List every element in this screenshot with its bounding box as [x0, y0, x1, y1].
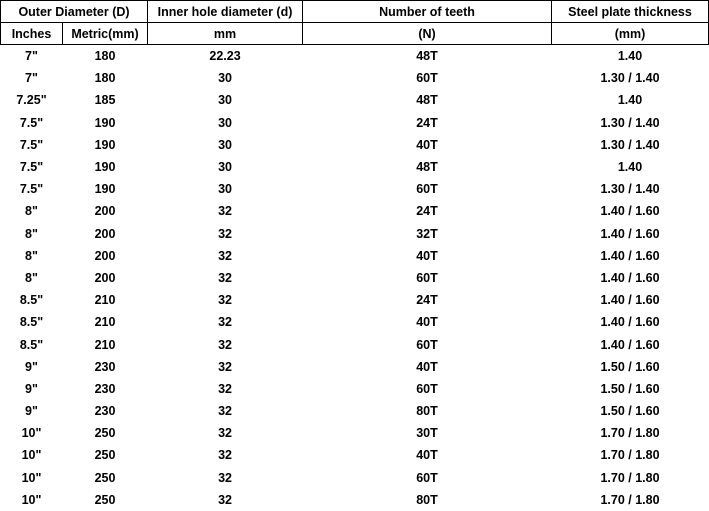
cell-metric: 190 — [94, 182, 116, 197]
cell-inner-hole: 32 — [218, 226, 232, 241]
cell-inches: 8" — [25, 204, 38, 219]
header-teeth-unit: (N) — [303, 23, 552, 45]
table-row — [1, 156, 709, 178]
cell-teeth: 60T — [416, 337, 438, 352]
header-teeth: Number of teeth — [303, 1, 552, 23]
cell-inner-hole: 30 — [218, 160, 232, 175]
table-row — [1, 311, 709, 333]
cell-steel-thickness: 1.40 — [617, 93, 643, 108]
table-row — [1, 223, 709, 245]
cell-inner-hole: 30 — [218, 182, 232, 197]
cell-inches: 7.5" — [19, 137, 44, 152]
cell-inner-hole: 32 — [218, 448, 232, 463]
cell-teeth: 40T — [416, 248, 438, 263]
cell-metric: 250 — [94, 492, 116, 507]
cell-inches: 9" — [25, 404, 38, 419]
cell-teeth: 48T — [416, 160, 438, 175]
cell-teeth: 48T — [416, 93, 438, 108]
table-row — [1, 267, 709, 289]
cell-inches: 10" — [21, 470, 42, 485]
cell-inner-hole: 32 — [218, 404, 232, 419]
cell-teeth: 60T — [416, 71, 438, 86]
cell-inner-hole: 32 — [218, 248, 232, 263]
cell-steel-thickness: 1.30 / 1.40 — [600, 137, 660, 152]
cell-steel-thickness: 1.70 / 1.80 — [600, 448, 660, 463]
cell-inches: 7.5" — [19, 182, 44, 197]
header-outer-diameter: Outer Diameter (D) — [1, 1, 148, 23]
cell-inner-hole: 30 — [218, 93, 232, 108]
cell-inner-hole: 32 — [218, 492, 232, 507]
cell-inner-hole: 32 — [218, 270, 232, 285]
cell-inner-hole: 32 — [218, 204, 232, 219]
cell-metric: 210 — [94, 315, 116, 330]
table-row — [1, 356, 709, 378]
table-row — [1, 134, 709, 156]
cell-metric: 250 — [94, 426, 116, 441]
cell-metric: 230 — [94, 381, 116, 396]
cell-inner-hole: 32 — [218, 359, 232, 374]
header-row-2 — [1, 23, 709, 45]
cell-steel-thickness: 1.40 — [617, 160, 643, 175]
table-row — [1, 444, 709, 466]
table-row — [1, 178, 709, 200]
cell-metric: 200 — [94, 248, 116, 263]
cell-metric: 185 — [94, 93, 116, 108]
table-row — [1, 245, 709, 267]
cell-teeth: 32T — [416, 226, 438, 241]
cell-inner-hole: 32 — [218, 470, 232, 485]
cell-metric: 250 — [94, 470, 116, 485]
cell-teeth: 60T — [416, 270, 438, 285]
cell-inches: 7.5" — [19, 115, 44, 130]
cell-metric: 190 — [94, 160, 116, 175]
cell-steel-thickness: 1.40 / 1.60 — [600, 204, 660, 219]
cell-inches: 8" — [25, 248, 38, 263]
table-row — [1, 333, 709, 355]
cell-teeth: 24T — [416, 293, 438, 308]
header-inner-hole: Inner hole diameter (d) — [148, 1, 303, 23]
cell-metric: 190 — [94, 137, 116, 152]
header-metric: Metric(mm) — [63, 23, 148, 45]
cell-metric: 180 — [94, 49, 116, 64]
table-row — [1, 112, 709, 134]
header-steel-unit: (mm) — [552, 23, 709, 45]
cell-metric: 230 — [94, 359, 116, 374]
cell-steel-thickness: 1.40 / 1.60 — [600, 248, 660, 263]
cell-inches: 8" — [25, 270, 38, 285]
table-row — [1, 45, 709, 68]
cell-steel-thickness: 1.70 / 1.80 — [600, 426, 660, 441]
cell-teeth: 40T — [416, 315, 438, 330]
cell-teeth: 40T — [416, 137, 438, 152]
cell-inner-hole: 32 — [218, 315, 232, 330]
cell-steel-thickness: 1.40 / 1.60 — [600, 315, 660, 330]
cell-metric: 200 — [94, 270, 116, 285]
table-row — [1, 467, 709, 489]
table-row — [1, 67, 709, 89]
cell-inches: 10" — [21, 492, 42, 507]
cell-inches: 8.5" — [19, 315, 44, 330]
cell-teeth: 40T — [416, 448, 438, 463]
cell-metric: 200 — [94, 226, 116, 241]
cell-teeth: 60T — [416, 470, 438, 485]
cell-steel-thickness: 1.30 / 1.40 — [600, 71, 660, 86]
cell-steel-thickness: 1.40 / 1.60 — [600, 270, 660, 285]
cell-steel-thickness: 1.50 / 1.60 — [600, 381, 660, 396]
cell-steel-thickness: 1.70 / 1.80 — [600, 492, 660, 507]
cell-inner-hole: 30 — [218, 71, 232, 86]
table-row — [1, 422, 709, 444]
cell-metric: 210 — [94, 337, 116, 352]
header-inner-unit: mm — [148, 23, 303, 45]
cell-inner-hole: 30 — [218, 115, 232, 130]
cell-inches: 7.25" — [16, 93, 47, 108]
header-row-1 — [1, 1, 709, 23]
cell-inner-hole: 32 — [218, 293, 232, 308]
cell-metric: 190 — [94, 115, 116, 130]
cell-teeth: 24T — [416, 204, 438, 219]
header-inches: Inches — [1, 23, 63, 45]
cell-inner-hole: 32 — [218, 426, 232, 441]
table-body — [1, 45, 709, 511]
cell-inches: 7" — [25, 49, 38, 64]
cell-inches: 8.5" — [19, 337, 44, 352]
table-row — [1, 400, 709, 422]
cell-steel-thickness: 1.50 / 1.60 — [600, 404, 660, 419]
cell-steel-thickness: 1.40 / 1.60 — [600, 226, 660, 241]
cell-inches: 10" — [21, 426, 42, 441]
cell-teeth: 80T — [416, 404, 438, 419]
table-row — [1, 378, 709, 400]
cell-inches: 10" — [21, 448, 42, 463]
table-row — [1, 289, 709, 311]
cell-inches: 8.5" — [19, 293, 44, 308]
table-header — [1, 1, 709, 45]
cell-metric: 230 — [94, 404, 116, 419]
cell-steel-thickness: 1.70 / 1.80 — [600, 470, 660, 485]
table-row — [1, 89, 709, 111]
cell-inches: 7" — [25, 71, 38, 86]
cell-inner-hole: 22.23 — [209, 49, 241, 64]
cell-teeth: 30T — [416, 426, 438, 441]
cell-inches: 8" — [25, 226, 38, 241]
table-row — [1, 200, 709, 222]
cell-inches: 7.5" — [19, 160, 44, 175]
cell-teeth: 40T — [416, 359, 438, 374]
cell-metric: 180 — [94, 71, 116, 86]
cell-steel-thickness: 1.30 / 1.40 — [600, 115, 660, 130]
cell-metric: 210 — [94, 293, 116, 308]
cell-steel-thickness: 1.40 / 1.60 — [600, 293, 660, 308]
cell-inner-hole: 32 — [218, 381, 232, 396]
cell-teeth: 60T — [416, 381, 438, 396]
cell-steel-thickness: 1.50 / 1.60 — [600, 359, 660, 374]
cell-teeth: 80T — [416, 492, 438, 507]
cell-teeth: 48T — [416, 49, 438, 64]
cell-teeth: 24T — [416, 115, 438, 130]
cell-inner-hole: 32 — [218, 337, 232, 352]
cell-inches: 9" — [25, 381, 38, 396]
header-steel-thickness: Steel plate thickness — [552, 1, 709, 23]
cell-steel-thickness: 1.40 — [617, 49, 643, 64]
cell-teeth: 60T — [416, 182, 438, 197]
cell-metric: 200 — [94, 204, 116, 219]
cell-metric: 250 — [94, 448, 116, 463]
cell-inner-hole: 30 — [218, 137, 232, 152]
cell-steel-thickness: 1.40 / 1.60 — [600, 337, 660, 352]
cell-steel-thickness: 1.30 / 1.40 — [600, 182, 660, 197]
cell-inches: 9" — [25, 359, 38, 374]
